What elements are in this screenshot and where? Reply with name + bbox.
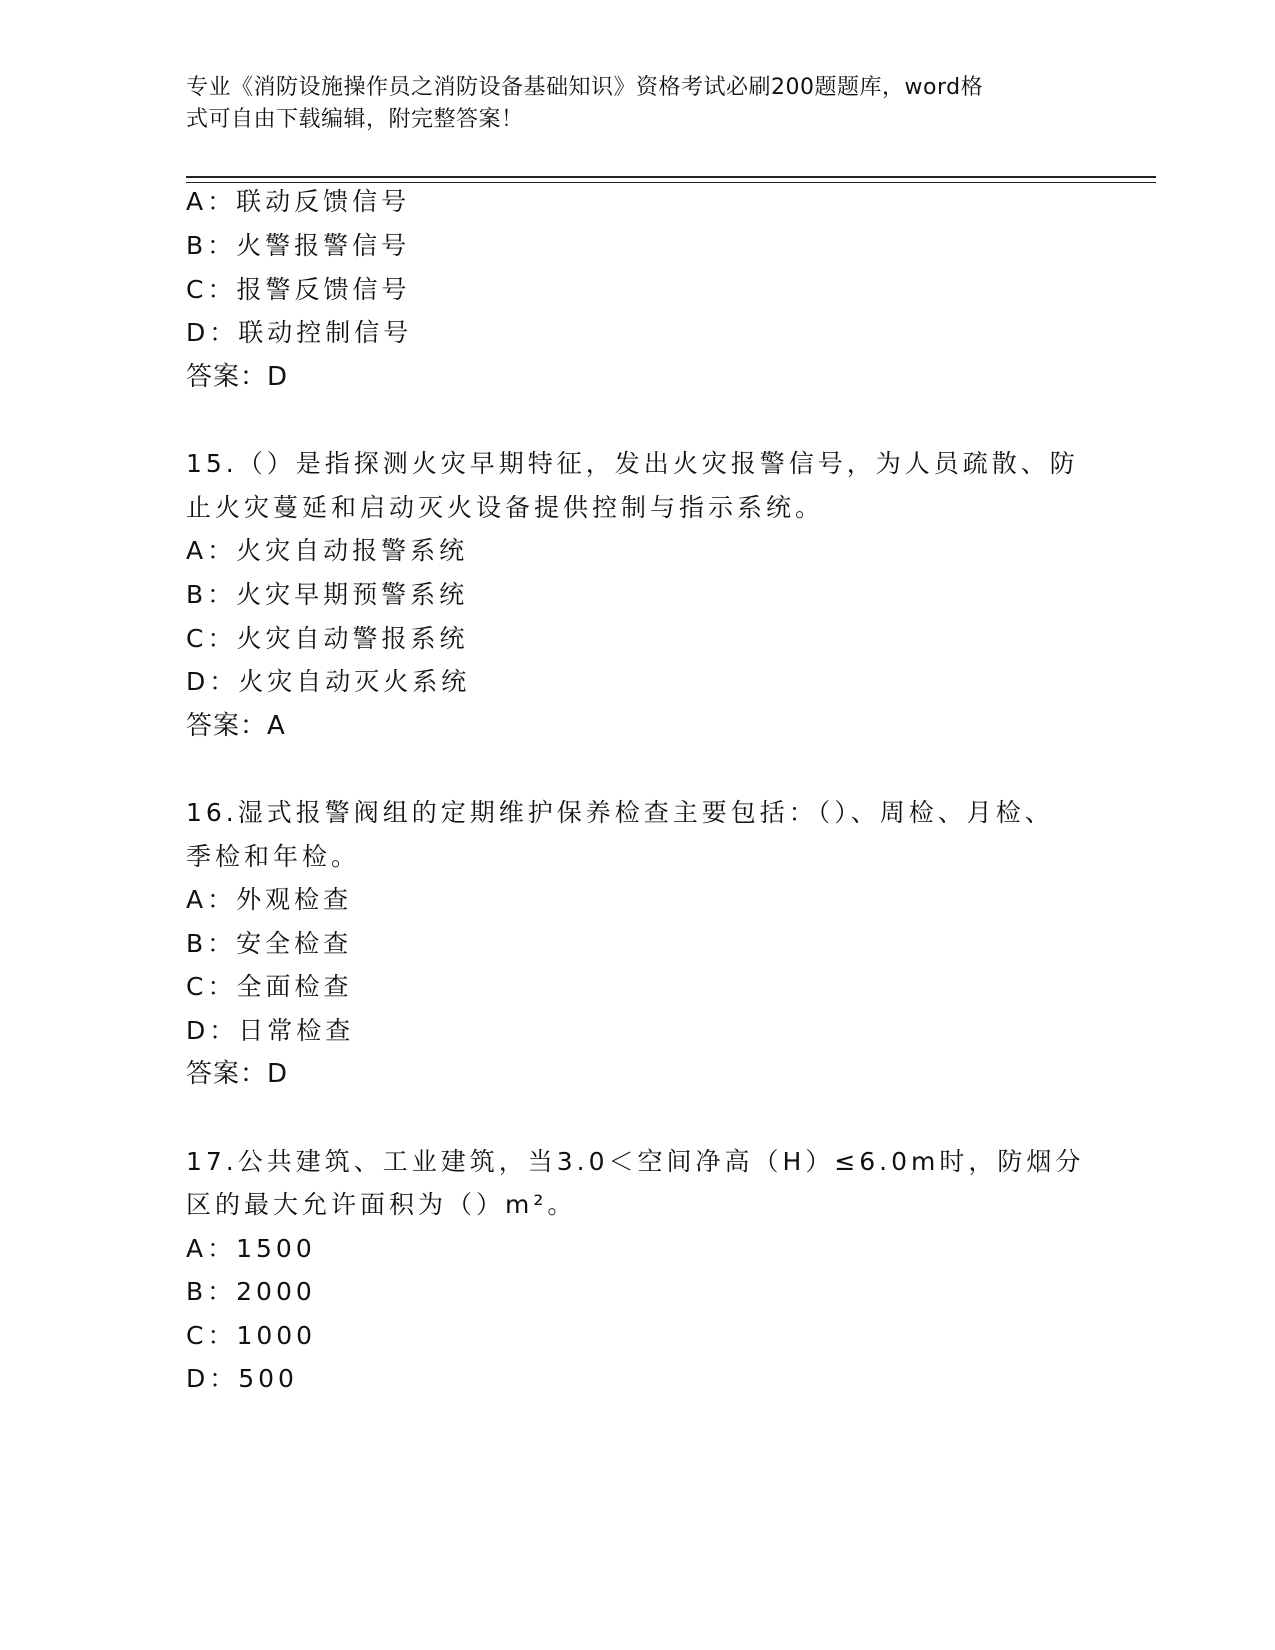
- q15-stem-line-1: 15.（）是指探测火灾早期特征，发出火灾报警信号，为人员疏散、防: [186, 449, 1079, 478]
- document-header: [186, 72, 1066, 136]
- q16-stem-line-2: 季检和年检。: [186, 842, 361, 871]
- q16-answer: 答案：D: [186, 1059, 289, 1089]
- q17-option-c: C：1000: [186, 1321, 317, 1350]
- q15-stem-line-2: 止火灾蔓延和启动灭火设备提供控制与指示系统。: [186, 493, 825, 522]
- q15-answer: 答案：A: [186, 711, 286, 741]
- q16-option-b: B：安全检查: [186, 929, 353, 958]
- header-divider: [186, 176, 1156, 178]
- q14-option-c: C：报警反馈信号: [186, 275, 411, 304]
- q15-option-b: B：火灾早期预警系统: [186, 580, 469, 609]
- q16-option-d: D：日常检查: [186, 1016, 355, 1045]
- header-line-1: 专业《消防设施操作员之消防设备基础知识》资格考试必刷200题题库，word格: [186, 75, 984, 100]
- q14-option-d: D：联动控制信号: [186, 318, 413, 347]
- q17-option-a: A：1500: [186, 1234, 316, 1263]
- q17-stem-line-1: 17.公共建筑、工业建筑，当3.0＜空间净高（H）≤6.0m时，防烟分: [186, 1147, 1085, 1176]
- q16-option-c: C：全面检查: [186, 972, 353, 1001]
- q17-option-d: D：500: [186, 1364, 298, 1393]
- q16-option-a: A：外观检查: [186, 885, 353, 914]
- q14-option-a: A：联动反馈信号: [186, 187, 411, 216]
- q15-option-a: A：火灾自动报警系统: [186, 536, 469, 565]
- q15-option-c: C：火灾自动警报系统: [186, 624, 469, 653]
- q17-option-b: B：2000: [186, 1277, 316, 1306]
- q17-stem-line-2: 区的最大允许面积为（）m²。: [186, 1190, 577, 1219]
- q14-answer: 答案：D: [186, 362, 289, 392]
- header-line-2: 式可自由下载编辑，附完整答案！: [186, 107, 524, 132]
- q16-stem-line-1: 16.湿式报警阀组的定期维护保养检查主要包括：（）、周检、月检、: [186, 798, 1054, 827]
- q14-option-b: B：火警报警信号: [186, 231, 411, 260]
- q15-option-d: D：火灾自动灭火系统: [186, 667, 471, 696]
